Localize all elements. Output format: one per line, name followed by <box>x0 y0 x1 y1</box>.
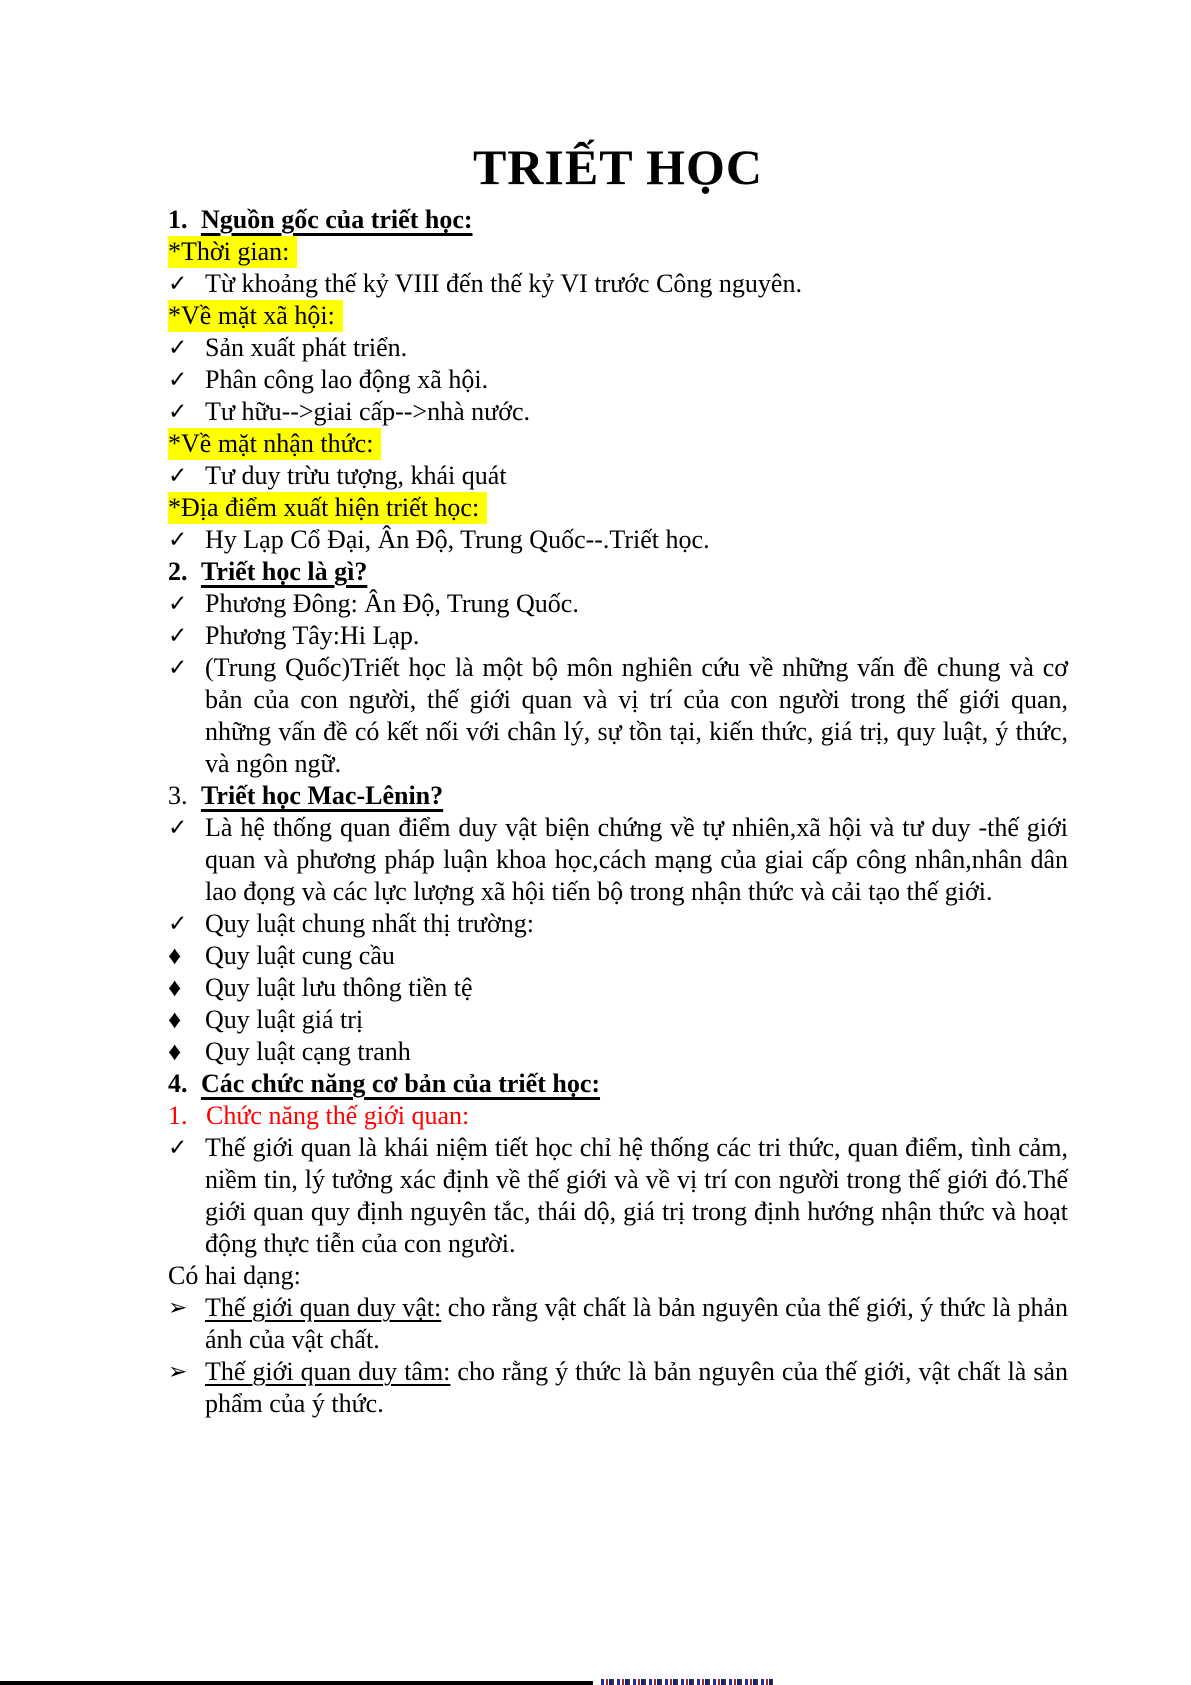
item-text: Hy Lạp Cổ Đại, Ân Độ, Trung Quốc--.Triết học. <box>205 525 710 554</box>
diamond-bullet-icon: ♦ <box>168 1037 182 1066</box>
underlined-lead: Thế giới quan duy vật: <box>205 1293 442 1322</box>
section-title: Triết học là gì? <box>201 557 368 586</box>
section-number: 4. <box>168 1069 188 1098</box>
red-subheading <box>168 1100 1068 1132</box>
plain-text: Có hai dạng: <box>168 1261 301 1290</box>
underlined-lead: Thế giới quan duy tâm: <box>205 1357 451 1386</box>
check-item <box>168 396 1068 428</box>
check-item <box>168 364 1068 396</box>
item-text: Từ khoảng thế kỷ VIII đến thế kỷ VI trước Công nguyên. <box>205 269 802 298</box>
check-bullet-icon: ✓ <box>168 655 188 680</box>
check-item <box>168 460 1068 492</box>
diamond-item <box>168 1004 1068 1036</box>
check-bullet-icon: ✓ <box>168 911 188 936</box>
item-text: Quy luật chung nhất thị trường: <box>205 909 534 938</box>
paragraph-text: Là hệ thống quan điểm duy vật biện chứng về tự nhiên,xã hội và tư duy -thế giới quan và phương pháp luận khoa học,cách mạng của giai cấp công nhân,nhân dân lao đọng và các lực lượng xã hội tiến bộ trong nhận thức và cải tạo thế giới. <box>205 813 1068 906</box>
section-heading-1 <box>168 204 1068 236</box>
diamond-item <box>168 1036 1068 1068</box>
diamond-item <box>168 940 1068 972</box>
section-heading-2 <box>168 556 1068 588</box>
highlighted-label: *Về mặt nhận thức: <box>168 428 381 460</box>
item-text: Tư hữu-->giai cấp-->nhà nước. <box>205 397 531 426</box>
highlight-line <box>168 300 1068 332</box>
footer-clipped-text <box>601 1679 773 1685</box>
highlight-line <box>168 492 1068 524</box>
check-bullet-icon: ✓ <box>168 527 188 552</box>
arrow-bullet-icon: ➢ <box>168 1359 188 1384</box>
item-text: Quy luật cạng tranh <box>205 1037 411 1066</box>
footer-rule <box>0 1681 593 1685</box>
check-item <box>168 620 1068 652</box>
item-text <box>205 1356 1068 1420</box>
check-bullet-icon: ✓ <box>168 463 188 488</box>
check-bullet-icon: ✓ <box>168 1135 188 1160</box>
highlight-line <box>168 236 1068 268</box>
item-text <box>205 1292 1068 1356</box>
check-bullet-icon: ✓ <box>168 399 188 424</box>
item-text: Quy luật cung cầu <box>205 941 395 970</box>
check-item <box>168 332 1068 364</box>
item-rest: cho rằng vật chất là bản nguyên của thế giới, ý thức là phản ánh của vật chất. <box>205 1293 1068 1354</box>
item-text: Quy luật lưu thông tiền tệ <box>205 973 473 1002</box>
diamond-bullet-icon: ♦ <box>168 941 182 970</box>
arrow-item <box>168 1292 1068 1356</box>
highlight-line <box>168 428 1068 460</box>
check-bullet-icon: ✓ <box>168 623 188 648</box>
highlighted-label: *Địa điểm xuất hiện triết học: <box>168 492 487 524</box>
section-number: 1. <box>168 205 188 234</box>
item-text: Phương Đông: Ân Độ, Trung Quốc. <box>205 589 579 618</box>
plain-line <box>168 1260 1068 1292</box>
section-heading-3 <box>168 780 1068 812</box>
highlighted-label: *Thời gian: <box>168 236 297 268</box>
subheading-number: 1. <box>168 1101 188 1130</box>
diamond-bullet-icon: ♦ <box>168 973 182 1002</box>
section-title: Triết học Mac-Lênin? <box>201 781 444 810</box>
check-item <box>168 524 1068 556</box>
diamond-item <box>168 972 1068 1004</box>
check-item <box>168 268 1068 300</box>
check-bullet-icon: ✓ <box>168 367 188 392</box>
subheading-title: Chức năng thế giới quan: <box>206 1101 470 1130</box>
check-paragraph <box>168 652 1068 780</box>
highlighted-label: *Về mặt xã hội: <box>168 300 343 332</box>
arrow-bullet-icon: ➢ <box>168 1295 188 1320</box>
section-title: Các chức năng cơ bản của triết học: <box>201 1069 601 1098</box>
item-text: Phân công lao động xã hội. <box>205 365 489 394</box>
paragraph-text: (Trung Quốc)Triết học là một bộ môn nghiên cứu về những vấn đề chung và cơ bản của con người, thế giới quan và vị trí của con người trong thế giới quan, những vấn đề có kết nối với chân lý, sự tồn tại, kiến thức, giá trị, quy luật, ý thức, và ngôn ngữ. <box>205 653 1068 778</box>
check-paragraph <box>168 1132 1068 1260</box>
section-title: Nguồn gốc của triết học: <box>201 205 473 234</box>
check-paragraph <box>168 812 1068 908</box>
item-text: Tư duy trừu tượng, khái quát <box>205 461 507 490</box>
arrow-item <box>168 1356 1068 1420</box>
paragraph-text: Thế giới quan là khái niệm tiết học chỉ hệ thống các tri thức, quan điểm, tình cảm, niềm tin, lý tưởng xác định về thế giới và về vị trí con người trong thế giới đó.Thế giới quan quy định nguyên tắc, thái dộ, giá trị trong định hướng nhận thức và hoạt động thực tiễn của con người. <box>205 1133 1068 1258</box>
diamond-bullet-icon: ♦ <box>168 1005 182 1034</box>
page-title: TRIẾT HỌC <box>472 139 764 195</box>
item-text: Phương Tây:Hi Lạp. <box>205 621 420 650</box>
item-rest: cho rằng ý thức là bản nguyên của thế giới, vật chất là sản phẩm của ý thức. <box>205 1357 1068 1418</box>
item-text: Quy luật giá trị <box>205 1005 364 1034</box>
check-item <box>168 908 1068 940</box>
check-bullet-icon: ✓ <box>168 335 188 360</box>
section-heading-4 <box>168 1068 1068 1100</box>
check-bullet-icon: ✓ <box>168 591 188 616</box>
check-bullet-icon: ✓ <box>168 271 188 296</box>
section-number: 3. <box>168 781 188 810</box>
document-page <box>168 140 1068 1420</box>
check-item <box>168 588 1068 620</box>
check-bullet-icon: ✓ <box>168 815 188 840</box>
item-text: Sản xuất phát triển. <box>205 333 408 362</box>
section-number: 2. <box>168 557 188 586</box>
